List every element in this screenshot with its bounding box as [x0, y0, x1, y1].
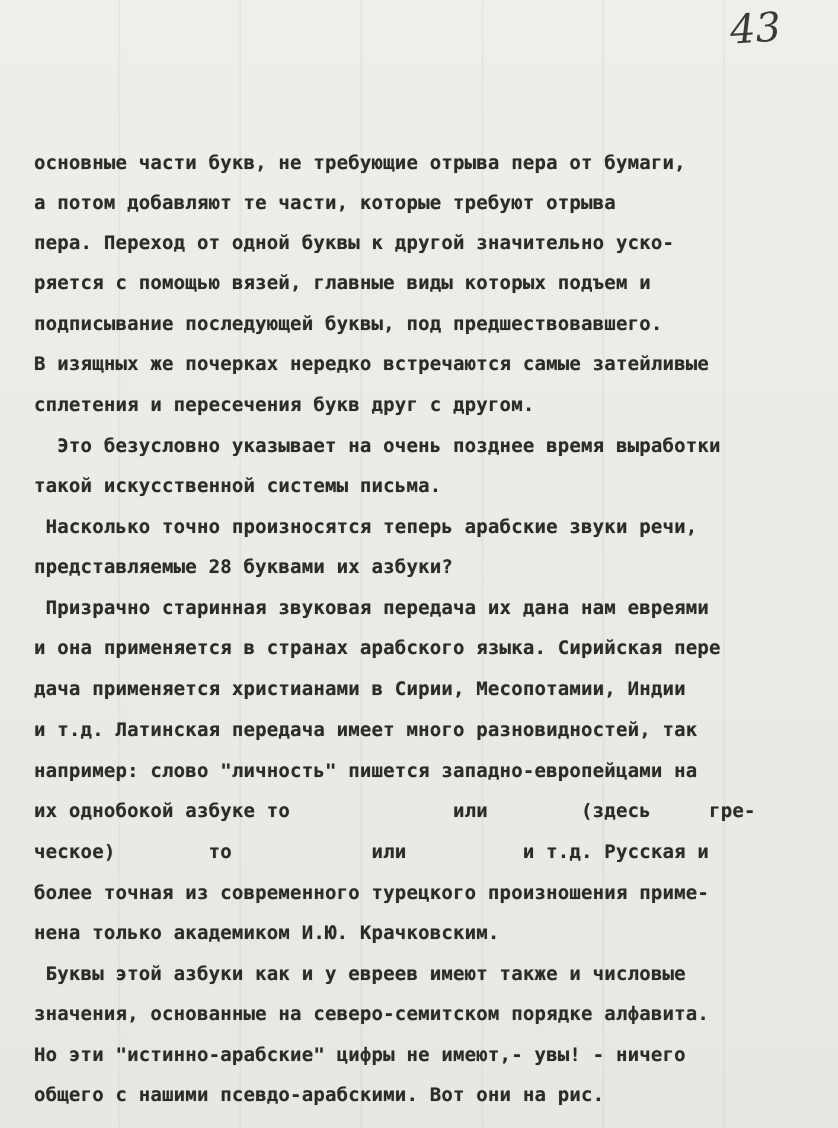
text-line-21: Буквы этой азбуки как и у евреев имеют также и числовые	[34, 963, 686, 985]
text-line-18: ческое) то или и т.д. Русская и	[34, 841, 710, 863]
text-line-23: Но эти "истинно-арабские" цифры не имеют,- увы! - ничего	[34, 1044, 686, 1066]
text-line-2: а потом добавляют те части, которые требуют отрыва	[34, 192, 616, 214]
page-number: 43	[728, 4, 783, 54]
text-line-4: ряется с помощью вязей, главные виды которых подъем и	[34, 272, 651, 294]
text-line-19: более точная из современного турецкого произношения приме-	[34, 882, 710, 904]
text-line-13: и она применяется в странах арабского языка. Сирийская пере	[34, 637, 721, 659]
text-line-17: их однобокой азбуке то или (здесь гре-	[34, 800, 756, 822]
text-line-11: представляемые 28 буквами их азбуки?	[34, 556, 454, 578]
text-line-9: такой искусственной системы письма.	[34, 475, 442, 497]
text-line-6: В изящных же почерках нередко встречаются самые затейливые	[34, 353, 710, 375]
text-line-24: общего с нашими псевдо-арабскими. Вот они на рис.	[34, 1084, 605, 1106]
text-line-14: дача применяется христианами в Сирии, Месопотамии, Индии	[34, 678, 686, 700]
text-line-3: пера. Переход от одной буквы к другой значительно уско-	[34, 232, 675, 254]
text-line-20: нена только академиком И.Ю. Крачковским.	[34, 922, 500, 944]
text-line-12: Призрачно старинная звуковая передача их дана нам евреями	[34, 597, 710, 619]
text-line-10: Насколько точно произносятся теперь арабские звуки речи,	[34, 516, 698, 538]
text-line-15: и т.д. Латинская передача имеет много разновидностей, так	[34, 719, 698, 741]
text-line-7: сплетения и пересечения букв друг с другом.	[34, 394, 535, 416]
text-line-22: значения, основанные на северо-семитском порядке алфавита.	[34, 1003, 710, 1025]
text-line-5: подписывание последующей буквы, под предшествовавшего.	[34, 313, 663, 335]
text-line-8: Это безусловно указывает на очень позднее время выработки	[34, 435, 721, 457]
text-line-1: основные части букв, не требующие отрыва пера от бумаги,	[34, 152, 686, 174]
text-line-16: например: слово "личность" пишется западно-европейцами на	[34, 760, 698, 782]
